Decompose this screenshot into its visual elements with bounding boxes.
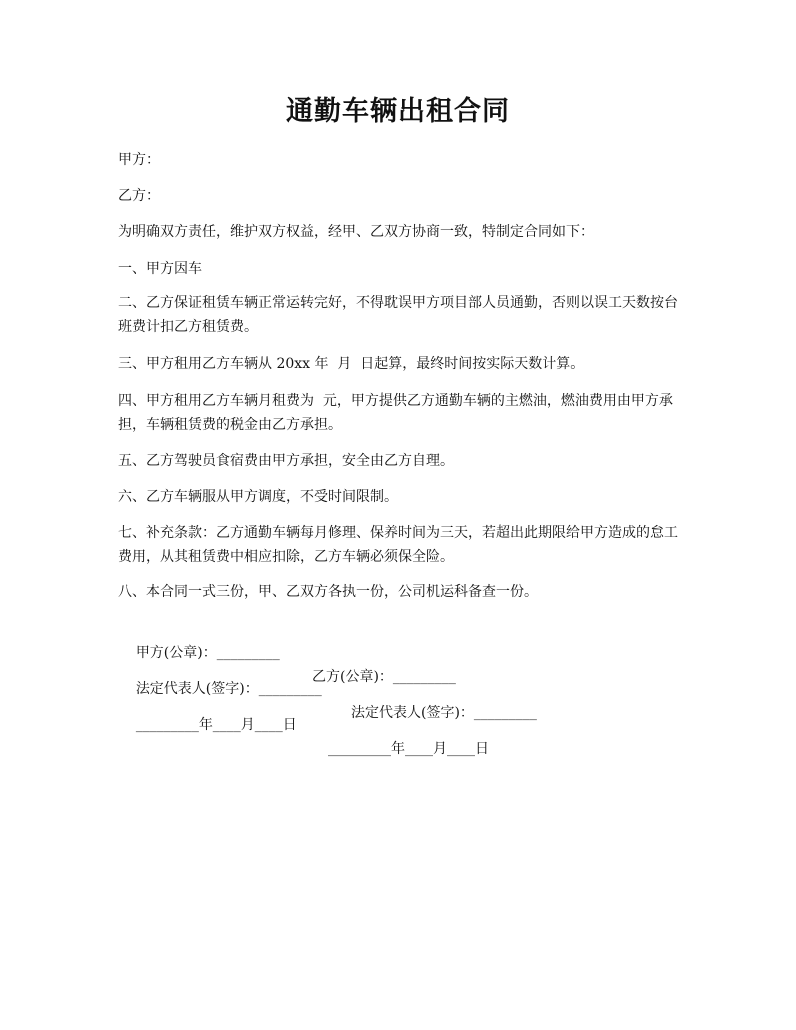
- party-b-representative: 法定代表人(签字)：_________: [351, 705, 537, 721]
- preamble-paragraph: 为明确双方责任，维护双方权益，经甲、乙双方协商一致，特制定合同如下：: [118, 224, 594, 240]
- clause-5: 五、乙方驾驶员食宿费由甲方承担，安全由乙方自理。: [118, 453, 454, 469]
- clause-4: 四、甲方租用乙方车辆月租费为 元，甲方提供乙方通勤车辆的主燃油，燃油费用由甲方承担，车辆租赁费的税金由乙方承担。: [118, 393, 673, 433]
- clause-2: 二、乙方保证租赁车辆正常运转完好，不得耽误甲方项目部人员通勤，否则以误工天数按台班费计扣乙方租赁费。: [118, 295, 678, 335]
- party-a-line: 甲方：: [118, 152, 160, 168]
- party-b-date: _________年____月____日: [328, 741, 489, 757]
- party-b-seal: 乙方(公章)：_________: [312, 669, 456, 685]
- clause-6: 六、乙方车辆服从甲方调度，不受时间限制。: [118, 489, 398, 505]
- party-a-representative: 法定代表人(签字)：_________: [135, 681, 322, 697]
- document-title: 通勤车辆出租合同: [286, 96, 510, 127]
- party-a-seal: 甲方(公章)：_________: [135, 645, 280, 661]
- clause-1: 一、甲方因车: [118, 261, 202, 277]
- date-row: [118, 689, 680, 785]
- clause-7: 七、补充条款：乙方通勤车辆每月修理、保养时间为三天，若超出此期限给甲方造成的怠工费用，从其租赁费中相应扣除，乙方车辆必须保全险。: [118, 525, 678, 565]
- party-b-line: 乙方：: [118, 188, 160, 204]
- clause-3: 三、甲方租用乙方车辆从 20xx 年 月 日起算，最终时间按实际天数计算。: [118, 356, 585, 372]
- party-a-date: _________年____月____日: [135, 717, 297, 733]
- clause-8: 八、本合同一式三份，甲、乙双方各执一份，公司机运科备查一份。: [118, 584, 538, 600]
